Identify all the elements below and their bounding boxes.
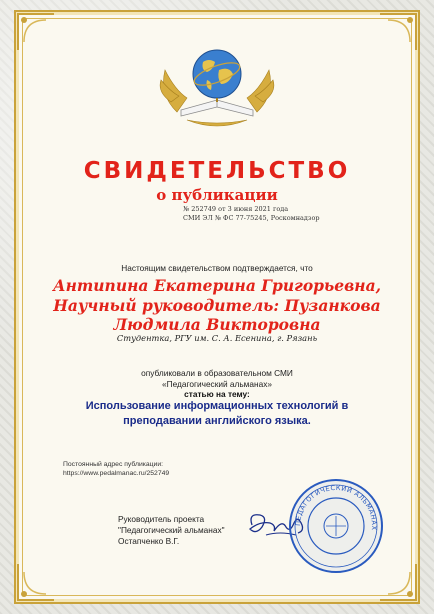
confirm-text: Настоящим свидетельством подтверждается, что [121,263,313,273]
corner-ornament-icon [16,12,56,52]
media-registration: СМИ ЭЛ № ФС 77-75245, Роскомнадзор [183,214,320,222]
address-label: Постоянный адрес публикации: [63,461,164,468]
signature-block [118,514,225,547]
supervisor-line: Научный руководитель: Пузанкова [53,295,381,315]
signer-project: "Педагогический альманах" [118,525,225,535]
topic-line: Использование информационных технологий в [85,400,349,412]
corner-ornament-icon [378,12,418,52]
publication-url[interactable]: https://www.pedalmanac.ru/252749 [63,470,170,477]
signer-role: Руководитель проекта [118,514,205,524]
topic-line: преподавании английского языка. [123,415,311,427]
author-name [0,276,434,335]
registration-number: № 252749 от 3 июня 2021 года [183,205,289,213]
journal-name: «Педагогический альманах» [162,379,272,389]
round-seal-icon [286,476,386,576]
certificate-subtitle: о публикации [156,186,278,204]
signer-name: Остапченко В.Г. [118,536,180,546]
corner-ornament-icon [16,562,56,602]
affiliation: Студентка, РГУ им. С. А. Есенина, г. Рязань [116,333,318,343]
author-line: Антипина Екатерина Григорьевна, [52,276,382,295]
article-topic [0,399,434,429]
registration-meta [183,205,320,223]
globe-book-laurel-icon [157,40,277,135]
certificate-title: СВИДЕТЕЛЬСТВО [83,158,351,184]
published-text: опубликовали в образовательном СМИ [141,368,293,378]
supervisor-name-line: Людмила Викторовна [113,315,321,334]
article-topic-label: статью на тему: [184,389,250,399]
seal-text: ПЕДАГОГИЧЕСКИЙ АЛЬМАНАХ [293,483,379,531]
